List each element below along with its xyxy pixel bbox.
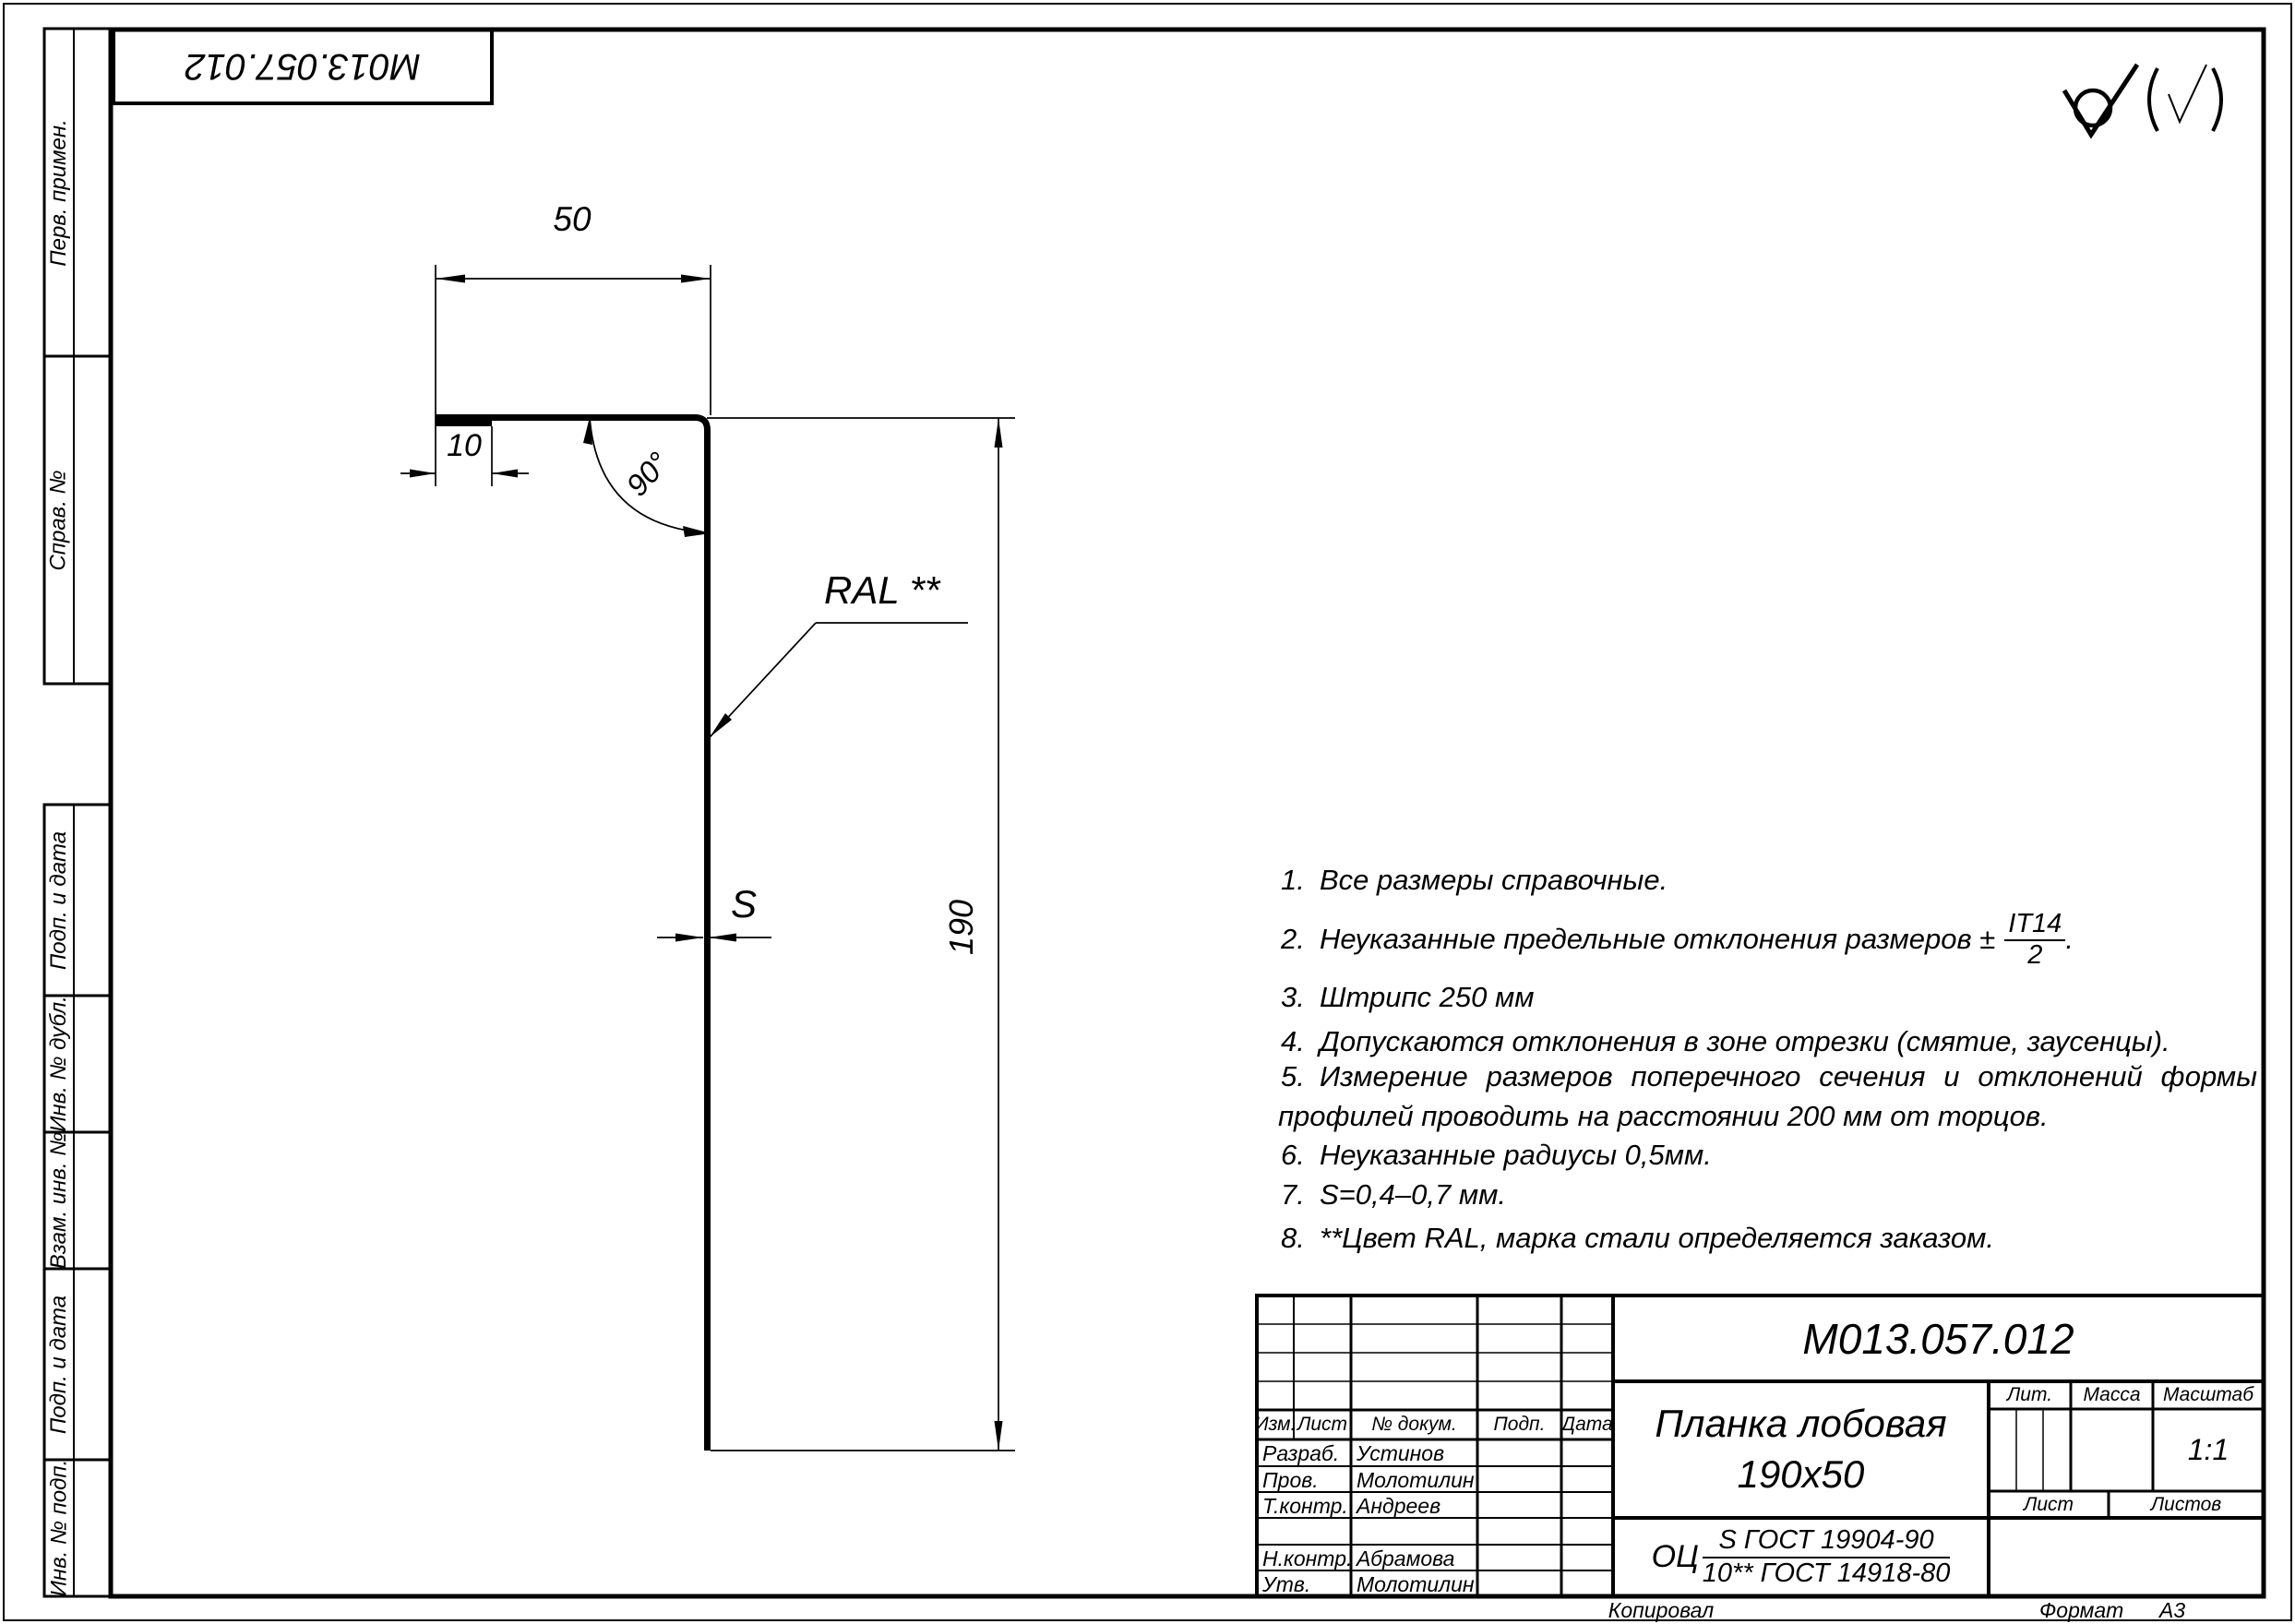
margin-cell-podp-data-1 (44, 805, 74, 996)
row-role-prov: Пров. (1262, 1468, 1319, 1492)
material-numerator: S ГОСТ 19904-90 (1703, 1525, 1951, 1558)
row-name-tkontr: Андреев (1357, 1494, 1441, 1518)
margin-cell-podp-data-2 (44, 1269, 74, 1460)
material-prefix: ОЦ (1651, 1539, 1699, 1574)
fraction-numerator: IT14 (2004, 910, 2065, 941)
coating-label: RAL ** (824, 568, 940, 612)
row-role-nkontr: Н.контр. (1262, 1546, 1353, 1570)
margin-label: Перв. примен. (46, 118, 71, 267)
dim-width-label: 50 (553, 200, 592, 238)
note-number: 4. (1281, 1025, 1305, 1057)
row-name-prov: Молотилин (1357, 1468, 1475, 1492)
note-4 (1281, 1025, 2170, 1058)
sheet-header: Лист (2023, 1493, 2074, 1515)
note-text: Штрипс 250 мм (1320, 981, 1535, 1013)
margin-cell-perv-primen (44, 29, 74, 356)
note-3 (1281, 981, 1535, 1014)
note-text: Допускаются отклонения в зоне отрезки (смятие, заусенцы). (1320, 1025, 2170, 1057)
margin-label: Подп. и дата (46, 1295, 71, 1434)
margin-cell-inv-podp (44, 1460, 74, 1596)
note-text: S=0,4–0,7 мм. (1320, 1178, 1506, 1211)
margin-cell-sprav-no (44, 356, 74, 684)
profile-linework (436, 414, 708, 1451)
note-text: **Цвет RAL, марка стали определяется заказом. (1320, 1222, 1994, 1254)
roughness-parenthesis-icon (2149, 65, 2221, 131)
lit-header: Лит. (2006, 1384, 2053, 1405)
material-fraction (1703, 1525, 1951, 1590)
titleblock-designation: М013.057.012 (1802, 1314, 2074, 1363)
dim-hem-label: 10 (447, 427, 482, 463)
note-number: 6. (1281, 1139, 1305, 1171)
format-caption: Формат (2039, 1598, 2124, 1622)
note-number: 5. (1281, 1060, 1305, 1093)
note-number: 7. (1281, 1178, 1305, 1211)
format-value: А3 (2159, 1598, 2186, 1622)
dim-height-label: 190 (942, 899, 980, 956)
note-text: . (2065, 923, 2074, 955)
mass-header: Масса (2083, 1384, 2141, 1405)
sheets-header: Листов (2150, 1493, 2222, 1515)
material-denominator: 10** ГОСТ 14918-80 (1702, 1558, 1951, 1588)
note-5-cont (1278, 1100, 2049, 1133)
margin-label: Инв. № дубл. (46, 996, 72, 1132)
row-role-tkontr: Т.контр. (1262, 1494, 1348, 1518)
margin-label: Взам. инв. № (46, 1131, 72, 1270)
part-name-line2: 190х50 (1737, 1452, 1865, 1496)
scale-header: Масштаб (2162, 1384, 2254, 1405)
top-stamp-code: М013.057.012 (185, 46, 421, 88)
part-name-line1: Планка лобовая (1655, 1402, 1947, 1446)
col-header-sign: Подп. (1493, 1414, 1546, 1435)
margin-cell-inv-dubl (44, 996, 74, 1132)
note-2 (1281, 909, 2074, 984)
note-8 (1281, 1222, 1994, 1255)
dim-thickness-label: S (731, 882, 758, 925)
fraction-denominator: 2 (2027, 940, 2043, 971)
copied-caption: Копировал (1608, 1597, 1715, 1622)
titleblock-material (1613, 1518, 1989, 1596)
note-6 (1281, 1139, 1712, 1172)
note-text: Все размеры справочные. (1320, 864, 1668, 896)
note-text: Измерение размеров поперечного сечения и отклонений формы (1320, 1060, 2257, 1093)
note-text: Неуказанные предельные отклонения размеров ± (1320, 923, 1996, 955)
hem-fold (436, 414, 492, 426)
col-header-izm: Изм. (1254, 1414, 1297, 1435)
note-number: 8. (1281, 1222, 1305, 1254)
col-header-list: Лист (1297, 1414, 1348, 1435)
row-role-utv: Утв. (1262, 1572, 1311, 1596)
row-name-nkontr: Абрамова (1357, 1546, 1455, 1570)
row-name-razrab: Устинов (1357, 1441, 1445, 1465)
row-name-utv: Молотилин (1357, 1572, 1475, 1596)
margin-label: Справ. № (46, 469, 71, 571)
col-header-doc: № докум. (1371, 1414, 1457, 1435)
margin-label: Подп. и дата (46, 830, 71, 970)
surface-roughness-icon (2064, 65, 2137, 135)
note-7 (1281, 1178, 1506, 1212)
note-text: профилей проводить на расстоянии 200 мм от торцов. (1278, 1100, 2049, 1132)
note-1 (1281, 864, 1667, 897)
tolerance-fraction (2004, 910, 2065, 971)
scale-value: 1:1 (2187, 1433, 2229, 1466)
titleblock-part-name (1613, 1386, 1989, 1513)
note-number: 2. (1281, 923, 1305, 955)
margin-cell-vzam-inv (44, 1132, 74, 1269)
note-5 (1281, 1060, 2259, 1093)
col-header-date: Дата (1561, 1414, 1613, 1435)
row-role-razrab: Разраб. (1262, 1441, 1340, 1465)
note-number: 3. (1281, 981, 1305, 1013)
note-number: 1. (1281, 864, 1305, 896)
margin-label: Инв. № подп. (46, 1459, 71, 1597)
note-text: Неуказанные радиусы 0,5мм. (1320, 1139, 1712, 1171)
dim-angle-label: 90° (619, 445, 676, 503)
